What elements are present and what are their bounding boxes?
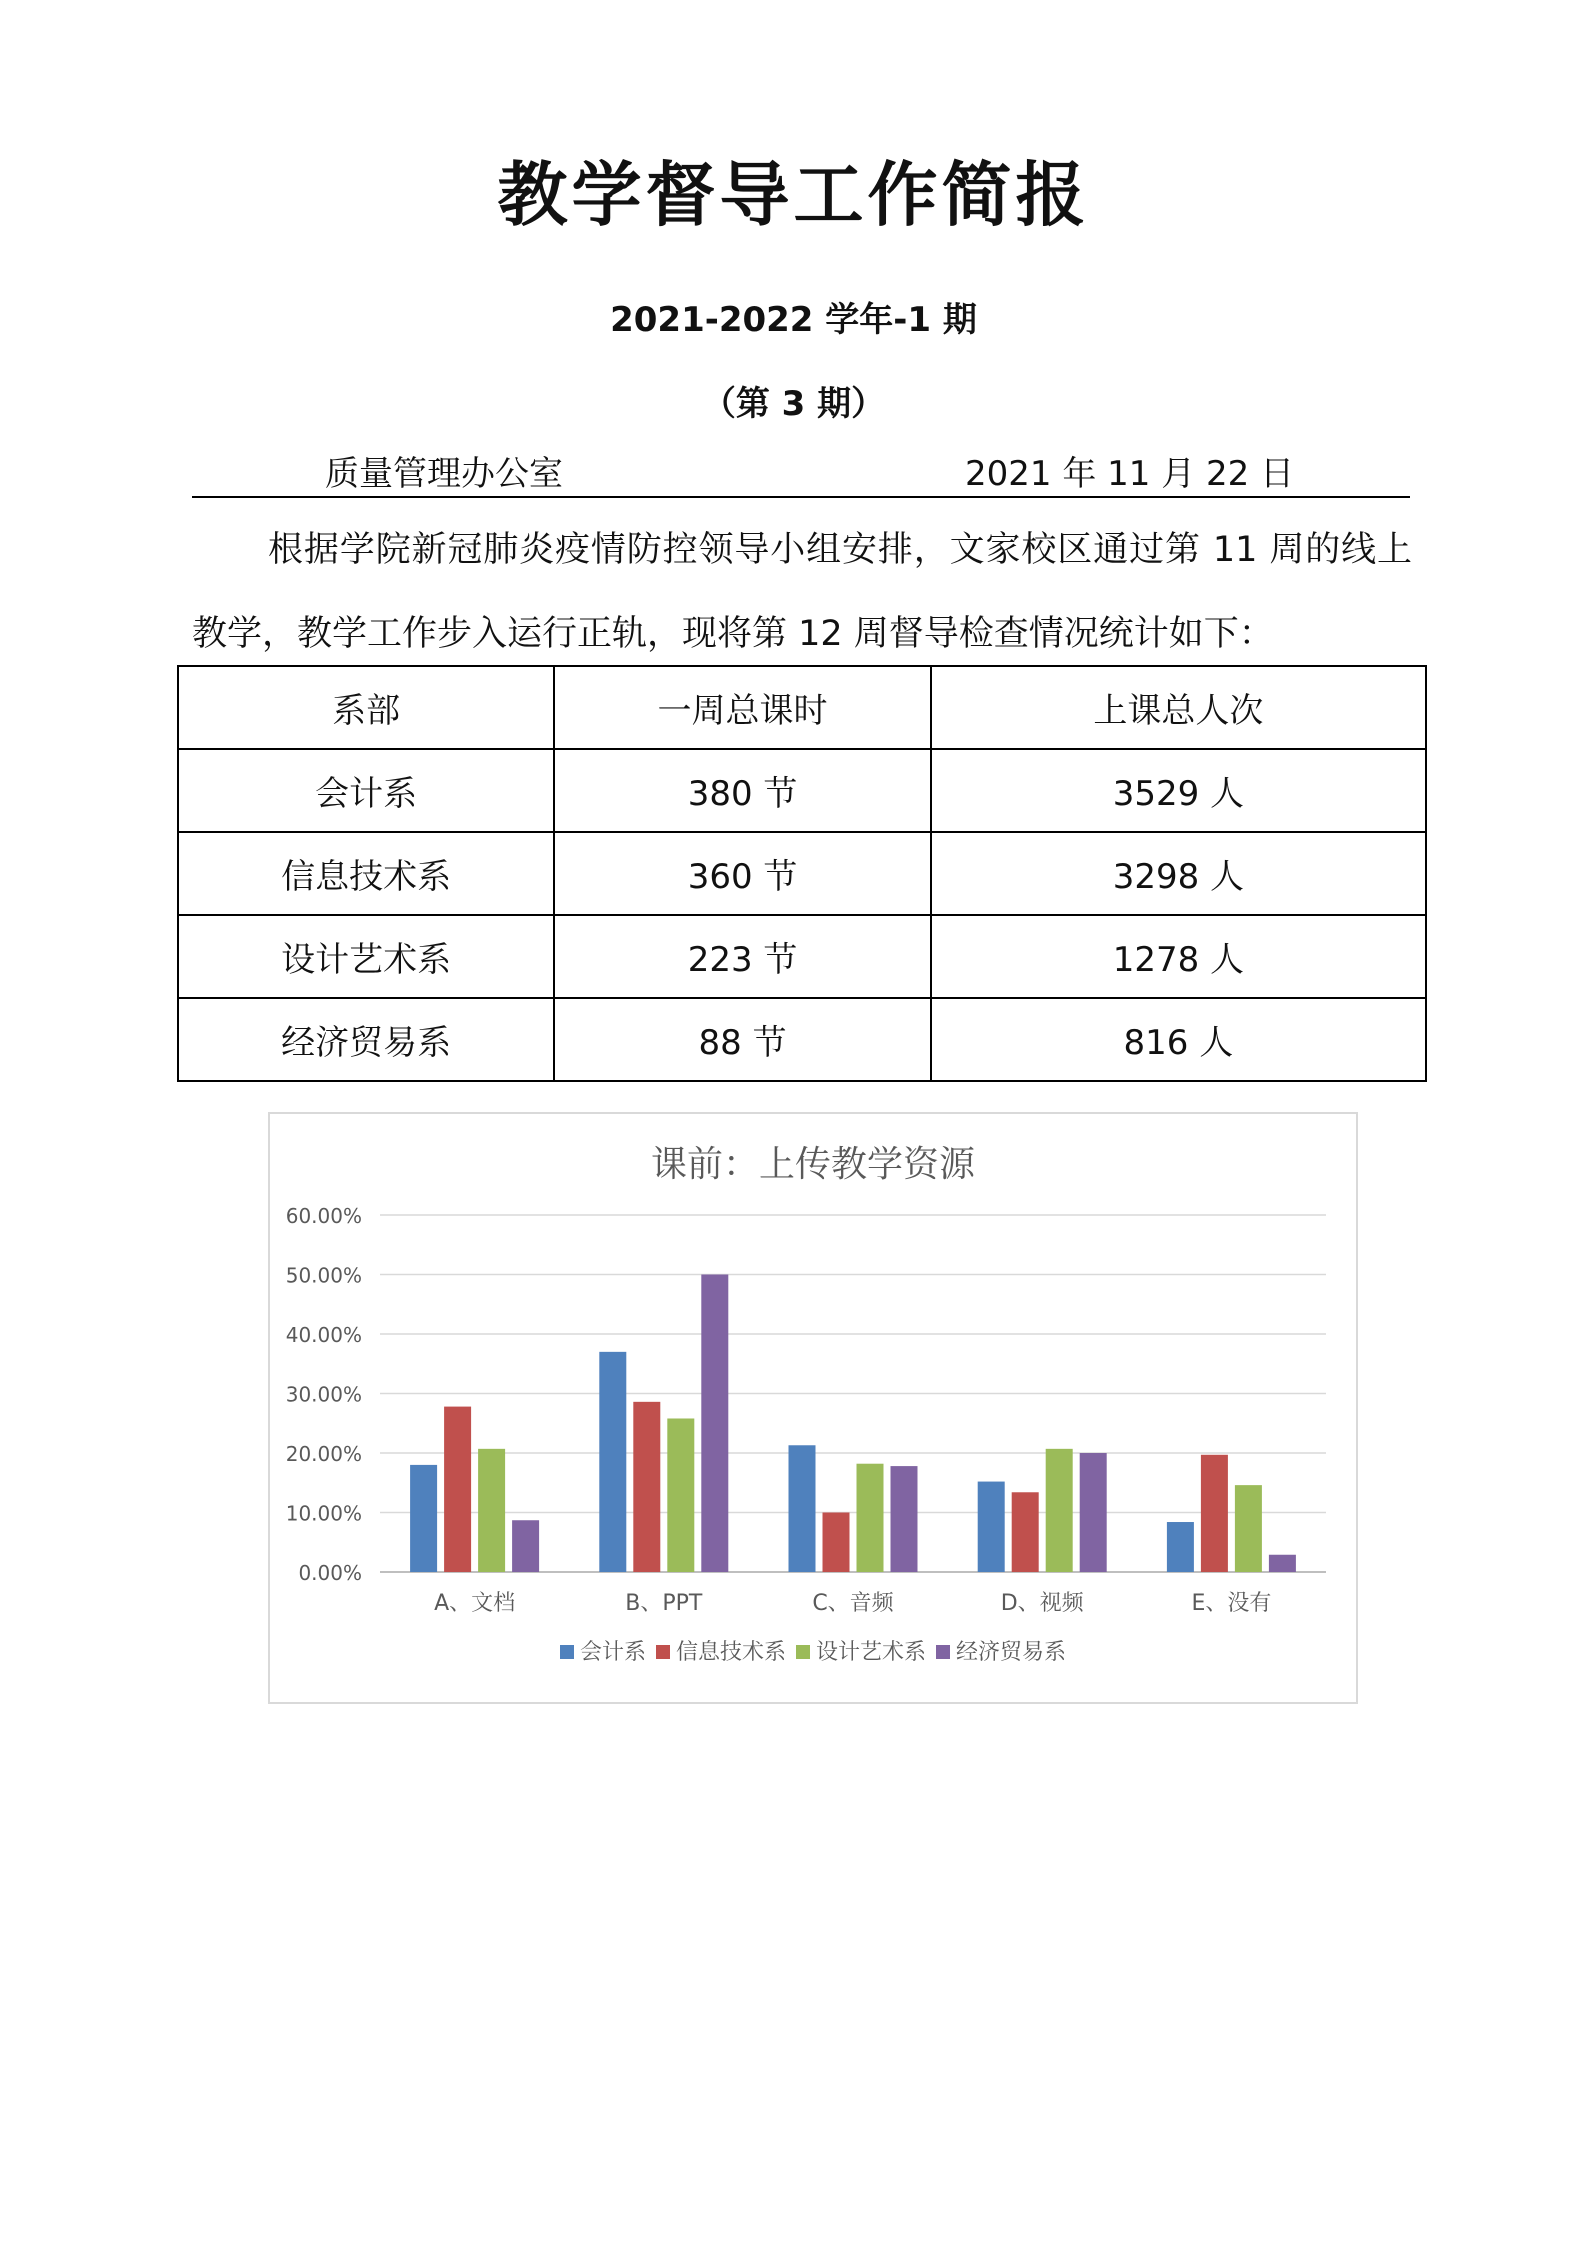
x-tick-label: E、没有	[1191, 1591, 1272, 1616]
bar	[633, 1402, 660, 1572]
bar	[978, 1482, 1005, 1572]
legend-swatch	[936, 1645, 950, 1659]
table-row	[178, 998, 1426, 1081]
table-row	[178, 915, 1426, 998]
bar	[789, 1445, 816, 1572]
bar	[512, 1520, 539, 1572]
page-title: 教学督导工作简报	[497, 153, 1090, 236]
attendance-cell: 3529 人	[931, 749, 1426, 832]
term-label: 2021-2022 学年-1 期	[610, 300, 977, 340]
stats-table	[177, 665, 1427, 1082]
bar	[701, 1275, 728, 1573]
issue-number: （第 3 期）	[701, 384, 886, 424]
legend-label: 会计系	[580, 1640, 647, 1665]
x-tick-label: B、PPT	[625, 1591, 703, 1616]
table-header-cell: 系部	[178, 666, 554, 749]
attendance-cell: 3298 人	[931, 832, 1426, 915]
bar	[857, 1464, 884, 1572]
y-tick-label: 60.00%	[285, 1204, 362, 1228]
bar	[1012, 1492, 1039, 1572]
hours-cell: 88 节	[554, 998, 930, 1081]
dept-cell: 会计系	[178, 749, 554, 832]
legend-label: 经济贸易系	[956, 1640, 1067, 1665]
issue-date: 2021 年 11 月 22 日	[965, 454, 1295, 494]
hours-cell: 223 节	[554, 915, 930, 998]
table-header-cell: 一周总课时	[554, 666, 930, 749]
y-tick-label: 0.00%	[298, 1561, 362, 1585]
bar	[667, 1418, 694, 1572]
bar	[410, 1465, 437, 1572]
bar	[823, 1513, 850, 1573]
legend-swatch	[656, 1645, 670, 1659]
bar	[1235, 1485, 1262, 1572]
legend-swatch	[560, 1645, 574, 1659]
y-tick-label: 30.00%	[285, 1382, 362, 1407]
table-header-cell: 上课总人次	[931, 666, 1426, 749]
y-tick-label: 10.00%	[285, 1501, 362, 1526]
x-tick-label: C、音频	[812, 1591, 894, 1616]
dept-cell: 信息技术系	[178, 832, 554, 915]
dept-cell: 经济贸易系	[178, 998, 554, 1081]
hours-cell: 380 节	[554, 749, 930, 832]
dept-cell: 设计艺术系	[178, 915, 554, 998]
legend-swatch	[796, 1645, 810, 1659]
y-tick-label: 40.00%	[285, 1323, 362, 1347]
intro-paragraph: 根据学院新冠肺炎疫情防控领导小组安排，文家校区通过第 11 周的线上教学，教学工作步入运行正轨，现将第 12 周督导检查情况统计如下：	[192, 530, 1412, 654]
header-divider	[192, 496, 1410, 498]
legend-label: 设计艺术系	[816, 1640, 927, 1665]
chart-title: 课前：上传教学资源	[650, 1144, 975, 1185]
attendance-cell: 1278 人	[931, 915, 1426, 998]
bar	[599, 1352, 626, 1572]
bar	[1080, 1453, 1107, 1572]
table-row	[178, 749, 1426, 832]
bar	[478, 1449, 505, 1572]
bar	[1201, 1455, 1228, 1572]
bar	[1269, 1555, 1296, 1572]
office-name: 质量管理办公室	[325, 454, 563, 494]
bar-chart	[270, 1114, 1356, 1702]
bar	[1167, 1522, 1194, 1572]
legend-label: 信息技术系	[676, 1640, 787, 1665]
bar	[444, 1407, 471, 1572]
table-header-row	[178, 666, 1426, 749]
attendance-cell: 816 人	[931, 998, 1426, 1081]
bar	[891, 1466, 918, 1572]
bar	[1046, 1449, 1073, 1572]
x-tick-label: D、视频	[1000, 1591, 1084, 1616]
hours-cell: 360 节	[554, 832, 930, 915]
chart-container	[268, 1112, 1358, 1704]
y-tick-label: 50.00%	[285, 1263, 362, 1288]
x-tick-label: A、文档	[434, 1591, 516, 1616]
y-tick-label: 20.00%	[285, 1442, 362, 1466]
table-row	[178, 832, 1426, 915]
